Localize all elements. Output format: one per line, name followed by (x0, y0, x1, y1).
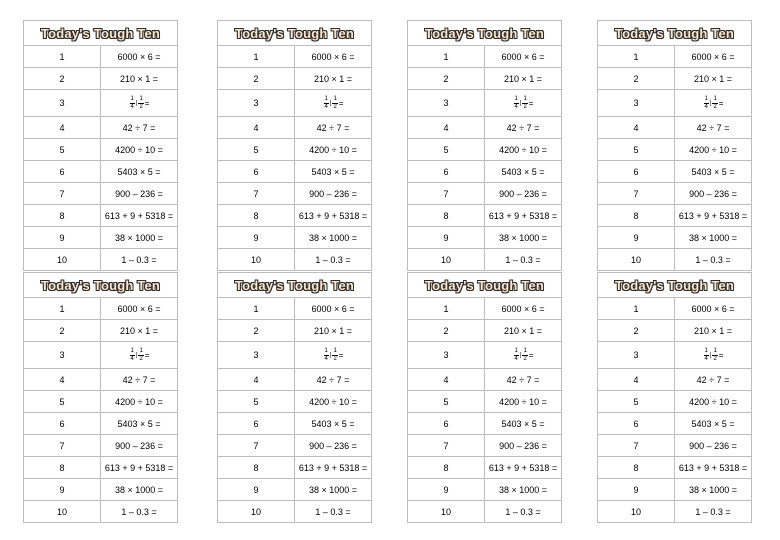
question-number: 1 (24, 46, 101, 68)
question-row (24, 501, 178, 523)
question-row (408, 298, 562, 320)
tough-ten-card-1 (23, 20, 178, 271)
question-row (24, 205, 178, 227)
question-text: 5403 × 5 = (101, 413, 178, 435)
question-row (598, 435, 752, 457)
question-number: 4 (218, 117, 295, 139)
question-number: 5 (408, 391, 485, 413)
question-text: 38 × 1000 = (295, 479, 372, 501)
question-text: 210 × 1 = (101, 68, 178, 90)
question-number: 10 (24, 501, 101, 523)
question-text: 42 ÷ 7 = (295, 117, 372, 139)
question-text (295, 90, 372, 117)
question-row (598, 205, 752, 227)
question-number: 4 (24, 369, 101, 391)
question-text: 42 ÷ 7 = (101, 117, 178, 139)
question-row (24, 391, 178, 413)
fraction-b: $\frac{1}{2}$ (523, 347, 527, 362)
question-row (408, 413, 562, 435)
question-number: 5 (24, 391, 101, 413)
tough-ten-card-3 (407, 20, 562, 271)
question-row (598, 369, 752, 391)
question-number: 8 (218, 205, 295, 227)
question-number: 8 (408, 205, 485, 227)
fraction-separator: | (519, 352, 522, 358)
question-row (218, 298, 372, 320)
question-row (408, 117, 562, 139)
question-text: 42 ÷ 7 = (295, 369, 372, 391)
question-row (598, 391, 752, 413)
fraction-b: $\frac{1}{2}$ (139, 95, 143, 110)
fraction-b: $\frac{1}{2}$ (713, 347, 717, 362)
question-row (598, 227, 752, 249)
fraction-a: $\frac{1}{4}$ (324, 347, 328, 362)
question-number: 10 (24, 249, 101, 271)
question-number: 2 (218, 68, 295, 90)
question-number: 1 (218, 46, 295, 68)
question-text (295, 342, 372, 369)
question-text: 613 + 9 + 5318 = (675, 205, 752, 227)
question-number: 3 (218, 90, 295, 117)
question-row (408, 68, 562, 90)
question-text: 38 × 1000 = (101, 479, 178, 501)
question-text: 4200 ÷ 10 = (101, 391, 178, 413)
question-row (218, 90, 372, 117)
question-row (598, 298, 752, 320)
fraction-a: $\frac{1}{4}$ (130, 95, 134, 110)
question-row (598, 161, 752, 183)
question-row (598, 249, 752, 271)
question-text: 210 × 1 = (295, 68, 372, 90)
question-number: 2 (218, 320, 295, 342)
card-title: Today's Tough Ten (24, 21, 178, 46)
question-text: 1 – 0.3 = (101, 501, 178, 523)
question-text: 613 + 9 + 5318 = (101, 205, 178, 227)
question-row (598, 46, 752, 68)
question-row (24, 161, 178, 183)
equals-sign: = (718, 98, 724, 108)
question-text: 42 ÷ 7 = (485, 369, 562, 391)
question-number: 7 (24, 183, 101, 205)
question-text: 6000 × 6 = (295, 298, 372, 320)
question-row (408, 139, 562, 161)
question-text: 1 – 0.3 = (485, 249, 562, 271)
question-text: 42 ÷ 7 = (101, 369, 178, 391)
question-row (218, 479, 372, 501)
question-row (218, 501, 372, 523)
question-number: 5 (598, 391, 675, 413)
question-number: 7 (24, 435, 101, 457)
question-text: 5403 × 5 = (675, 161, 752, 183)
question-text: 6000 × 6 = (675, 298, 752, 320)
question-number: 7 (598, 183, 675, 205)
question-number: 6 (598, 161, 675, 183)
tough-ten-card-7 (407, 272, 562, 523)
question-text: 900 – 236 = (295, 435, 372, 457)
question-number: 7 (408, 183, 485, 205)
question-number: 1 (598, 46, 675, 68)
question-number: 9 (24, 479, 101, 501)
question-text: 1 – 0.3 = (485, 501, 562, 523)
tough-ten-card-4 (597, 20, 752, 271)
question-text: 6000 × 6 = (295, 46, 372, 68)
question-row (218, 68, 372, 90)
question-row (24, 369, 178, 391)
card-title: Today's Tough Ten (408, 21, 562, 46)
question-row (24, 68, 178, 90)
question-text: 1 – 0.3 = (295, 501, 372, 523)
question-text: 210 × 1 = (675, 68, 752, 90)
question-row (218, 46, 372, 68)
question-number: 8 (24, 205, 101, 227)
question-number: 6 (598, 413, 675, 435)
question-number: 1 (408, 298, 485, 320)
question-row (408, 369, 562, 391)
question-text: 6000 × 6 = (675, 46, 752, 68)
equals-sign: = (528, 98, 534, 108)
question-row (598, 413, 752, 435)
question-text: 4200 ÷ 10 = (295, 391, 372, 413)
question-number: 3 (24, 342, 101, 369)
question-text: 900 – 236 = (675, 183, 752, 205)
question-number: 9 (598, 479, 675, 501)
question-row (408, 435, 562, 457)
question-text: 42 ÷ 7 = (485, 117, 562, 139)
question-number: 4 (598, 369, 675, 391)
question-row (598, 139, 752, 161)
question-text: 38 × 1000 = (295, 227, 372, 249)
question-text: 6000 × 6 = (485, 46, 562, 68)
question-row (598, 342, 752, 369)
question-number: 7 (408, 435, 485, 457)
question-text: 4200 ÷ 10 = (485, 139, 562, 161)
question-number: 7 (218, 183, 295, 205)
question-number: 7 (598, 435, 675, 457)
question-text: 42 ÷ 7 = (675, 117, 752, 139)
question-row (218, 117, 372, 139)
tough-ten-card-2 (217, 20, 372, 271)
question-number: 2 (408, 68, 485, 90)
question-row (218, 183, 372, 205)
question-number: 8 (598, 205, 675, 227)
fraction-separator: | (519, 100, 522, 106)
question-text: 1 – 0.3 = (675, 249, 752, 271)
question-text: 900 – 236 = (675, 435, 752, 457)
question-number: 2 (598, 68, 675, 90)
question-row (218, 139, 372, 161)
question-text: 4200 ÷ 10 = (101, 139, 178, 161)
fraction-separator: | (329, 352, 332, 358)
question-number: 1 (598, 298, 675, 320)
fraction-b: $\frac{1}{2}$ (333, 95, 337, 110)
question-row (218, 457, 372, 479)
question-text: 5403 × 5 = (101, 161, 178, 183)
question-text: 6000 × 6 = (101, 46, 178, 68)
question-text: 38 × 1000 = (675, 227, 752, 249)
question-row (408, 227, 562, 249)
fraction-b: $\frac{1}{2}$ (713, 95, 717, 110)
question-row (408, 90, 562, 117)
question-number: 10 (218, 501, 295, 523)
card-title: Today's Tough Ten (408, 273, 562, 298)
question-row (24, 435, 178, 457)
question-number: 3 (408, 342, 485, 369)
question-number: 9 (598, 227, 675, 249)
question-number: 2 (408, 320, 485, 342)
question-row (24, 183, 178, 205)
tough-ten-card-8 (597, 272, 752, 523)
fraction-a: $\frac{1}{4}$ (514, 95, 518, 110)
question-number: 6 (408, 413, 485, 435)
question-row (218, 227, 372, 249)
card-title: Today's Tough Ten (24, 273, 178, 298)
question-row (598, 501, 752, 523)
question-number: 4 (408, 117, 485, 139)
question-row (218, 249, 372, 271)
fraction-separator: | (709, 100, 712, 106)
fraction-separator: | (135, 352, 138, 358)
question-row (408, 479, 562, 501)
question-number: 3 (598, 342, 675, 369)
question-text: 613 + 9 + 5318 = (485, 457, 562, 479)
question-number: 9 (408, 479, 485, 501)
question-number: 9 (24, 227, 101, 249)
question-text: 4200 ÷ 10 = (485, 391, 562, 413)
question-text: 210 × 1 = (295, 320, 372, 342)
question-text: 6000 × 6 = (485, 298, 562, 320)
fraction-separator: | (329, 100, 332, 106)
question-text (101, 342, 178, 369)
question-number: 10 (408, 249, 485, 271)
question-row (24, 479, 178, 501)
question-text: 1 – 0.3 = (295, 249, 372, 271)
question-number: 4 (598, 117, 675, 139)
fraction-b: $\frac{1}{2}$ (139, 347, 143, 362)
equals-sign: = (338, 98, 344, 108)
question-number: 9 (218, 227, 295, 249)
question-number: 1 (408, 46, 485, 68)
question-number: 5 (408, 139, 485, 161)
card-title: Today's Tough Ten (598, 21, 752, 46)
fraction-a: $\frac{1}{4}$ (704, 347, 708, 362)
equals-sign: = (718, 350, 724, 360)
question-row (408, 501, 562, 523)
question-row (408, 342, 562, 369)
fraction-a: $\frac{1}{4}$ (130, 347, 134, 362)
question-text: 5403 × 5 = (295, 413, 372, 435)
question-row (24, 46, 178, 68)
question-text (101, 90, 178, 117)
card-title: Today's Tough Ten (218, 273, 372, 298)
question-row (408, 161, 562, 183)
question-text: 5403 × 5 = (485, 161, 562, 183)
question-number: 8 (24, 457, 101, 479)
question-text: 613 + 9 + 5318 = (295, 205, 372, 227)
question-text: 613 + 9 + 5318 = (675, 457, 752, 479)
question-row (24, 298, 178, 320)
question-row (218, 369, 372, 391)
question-text: 4200 ÷ 10 = (675, 139, 752, 161)
card-title: Today's Tough Ten (218, 21, 372, 46)
question-number: 6 (24, 413, 101, 435)
question-text: 4200 ÷ 10 = (675, 391, 752, 413)
question-row (24, 249, 178, 271)
question-text: 1 – 0.3 = (101, 249, 178, 271)
question-number: 9 (218, 479, 295, 501)
question-number: 10 (598, 249, 675, 271)
question-row (408, 457, 562, 479)
question-text: 900 – 236 = (295, 183, 372, 205)
question-row (218, 161, 372, 183)
question-text: 38 × 1000 = (485, 227, 562, 249)
fraction-separator: | (135, 100, 138, 106)
fraction-a: $\frac{1}{4}$ (514, 347, 518, 362)
question-number: 6 (218, 413, 295, 435)
question-text: 38 × 1000 = (675, 479, 752, 501)
question-text: 613 + 9 + 5318 = (101, 457, 178, 479)
question-text: 613 + 9 + 5318 = (485, 205, 562, 227)
question-row (408, 249, 562, 271)
question-number: 8 (598, 457, 675, 479)
question-number: 4 (24, 117, 101, 139)
question-number: 3 (408, 90, 485, 117)
question-number: 9 (408, 227, 485, 249)
question-row (598, 90, 752, 117)
question-text: 900 – 236 = (485, 435, 562, 457)
question-text: 900 – 236 = (101, 183, 178, 205)
question-row (24, 457, 178, 479)
question-text (485, 342, 562, 369)
question-row (218, 320, 372, 342)
question-text: 5403 × 5 = (295, 161, 372, 183)
question-number: 4 (218, 369, 295, 391)
question-row (408, 183, 562, 205)
question-text: 210 × 1 = (101, 320, 178, 342)
question-text: 210 × 1 = (485, 320, 562, 342)
equals-sign: = (144, 350, 150, 360)
question-text (675, 90, 752, 117)
question-text: 5403 × 5 = (485, 413, 562, 435)
fraction-a: $\frac{1}{4}$ (704, 95, 708, 110)
question-text: 38 × 1000 = (101, 227, 178, 249)
question-row (24, 227, 178, 249)
question-number: 2 (598, 320, 675, 342)
fraction-b: $\frac{1}{2}$ (333, 347, 337, 362)
question-row (408, 391, 562, 413)
question-number: 2 (24, 320, 101, 342)
question-row (598, 183, 752, 205)
question-number: 5 (598, 139, 675, 161)
question-number: 3 (218, 342, 295, 369)
question-row (598, 320, 752, 342)
question-number: 4 (408, 369, 485, 391)
fraction-b: $\frac{1}{2}$ (523, 95, 527, 110)
question-text: 6000 × 6 = (101, 298, 178, 320)
question-text: 4200 ÷ 10 = (295, 139, 372, 161)
question-row (598, 68, 752, 90)
question-text: 42 ÷ 7 = (675, 369, 752, 391)
question-row (408, 46, 562, 68)
question-text: 210 × 1 = (485, 68, 562, 90)
question-number: 10 (598, 501, 675, 523)
equals-sign: = (528, 350, 534, 360)
question-text (485, 90, 562, 117)
question-number: 6 (408, 161, 485, 183)
question-number: 6 (218, 161, 295, 183)
question-row (218, 391, 372, 413)
question-text: 900 – 236 = (485, 183, 562, 205)
question-text: 5403 × 5 = (675, 413, 752, 435)
question-number: 5 (24, 139, 101, 161)
question-row (24, 90, 178, 117)
question-text: 613 + 9 + 5318 = (295, 457, 372, 479)
question-row (598, 457, 752, 479)
fraction-separator: | (709, 352, 712, 358)
question-text: 38 × 1000 = (485, 479, 562, 501)
question-number: 10 (408, 501, 485, 523)
question-row (24, 117, 178, 139)
question-number: 7 (218, 435, 295, 457)
question-number: 3 (24, 90, 101, 117)
question-row (408, 320, 562, 342)
question-text: 210 × 1 = (675, 320, 752, 342)
question-text (675, 342, 752, 369)
question-row (218, 413, 372, 435)
question-row (598, 479, 752, 501)
question-row (24, 342, 178, 369)
tough-ten-card-5 (23, 272, 178, 523)
card-title: Today's Tough Ten (598, 273, 752, 298)
question-number: 3 (598, 90, 675, 117)
question-row (24, 139, 178, 161)
equals-sign: = (144, 98, 150, 108)
question-text: 900 – 236 = (101, 435, 178, 457)
question-number: 1 (24, 298, 101, 320)
question-row (408, 205, 562, 227)
question-number: 5 (218, 139, 295, 161)
question-row (218, 205, 372, 227)
fraction-a: $\frac{1}{4}$ (324, 95, 328, 110)
question-text: 1 – 0.3 = (675, 501, 752, 523)
question-row (24, 320, 178, 342)
question-row (598, 117, 752, 139)
question-number: 1 (218, 298, 295, 320)
question-row (218, 435, 372, 457)
question-number: 8 (218, 457, 295, 479)
tough-ten-card-6 (217, 272, 372, 523)
question-number: 5 (218, 391, 295, 413)
question-row (218, 342, 372, 369)
question-row (24, 413, 178, 435)
question-number: 6 (24, 161, 101, 183)
question-number: 8 (408, 457, 485, 479)
question-number: 10 (218, 249, 295, 271)
question-number: 2 (24, 68, 101, 90)
equals-sign: = (338, 350, 344, 360)
